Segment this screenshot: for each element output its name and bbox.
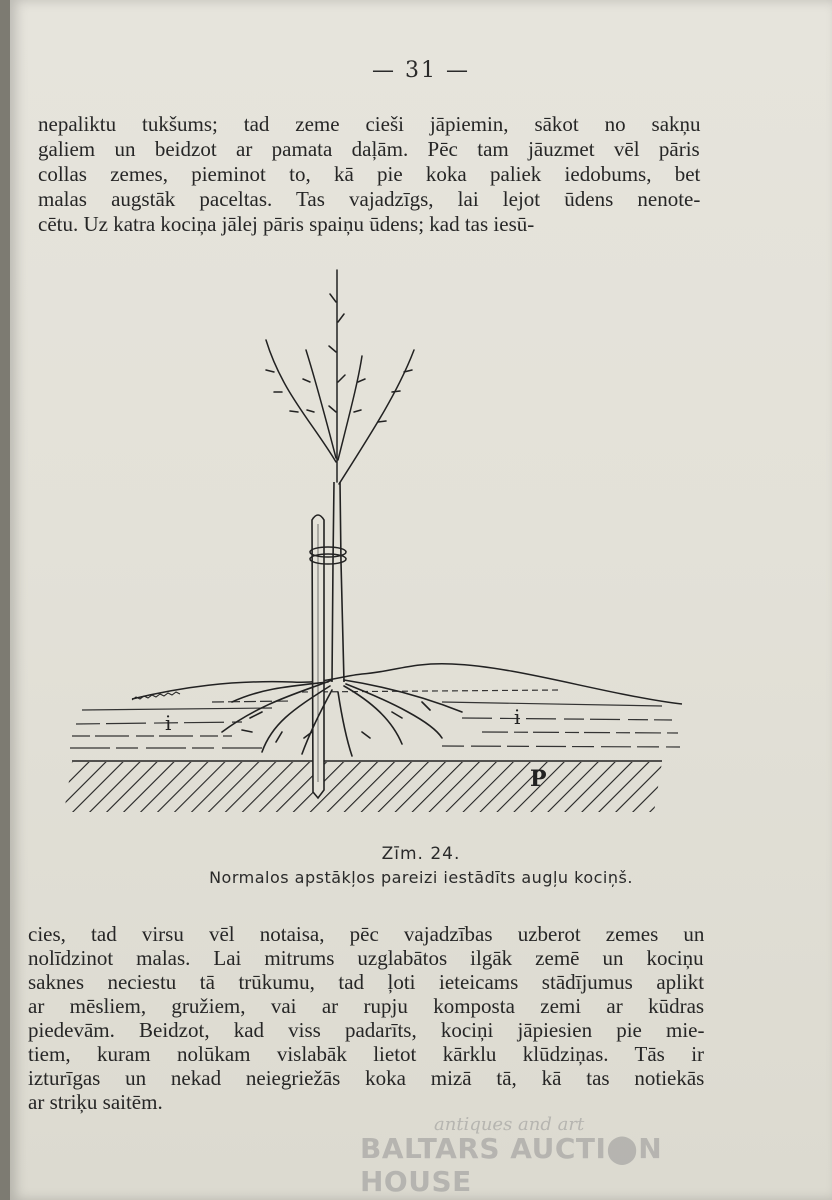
text-line: cētu. Uz katra kociņa jālej pāris spaiņu ūdens; kad tas iesū- <box>38 212 535 236</box>
book-page <box>10 0 832 1200</box>
text-line: tiem, kuram nolūkam vislabāk lietot kārklu klūdziņas. Tās ir <box>28 1042 705 1066</box>
text-line: ar striķu saitēm. <box>28 1090 163 1114</box>
mark-soil-right: i <box>514 705 521 729</box>
soil-strata <box>70 690 680 748</box>
paragraph-bottom <box>28 922 704 1114</box>
text-line: nepaliktu tukšums; tad zeme cieši jāpiemin, sākot no sakņu <box>38 112 701 136</box>
paragraph-top <box>38 112 700 237</box>
watermark-brand: BALTARS AUCTI⬤N HOUSE <box>360 1132 663 1198</box>
mark-subsoil: P <box>530 766 547 792</box>
auction-house-watermark <box>360 1108 780 1198</box>
subsoil-layer <box>62 760 682 820</box>
figure-caption: Normalos apstākļos pareizi iestādīts augļu kociņš. <box>209 868 633 887</box>
mark-soil-left: i <box>165 711 172 735</box>
text-line: malas augstāk paceltas. Tas vajadzīgs, lai lejot ūdens nenote- <box>38 187 701 211</box>
watermark-tagline: antiques and art <box>434 1114 585 1135</box>
page-number: — 31 — <box>372 58 470 83</box>
topsoil-mound <box>132 664 682 704</box>
text-line: piedevām. Beidzot, kad viss padarīts, kociņi jāpiesien pie mie- <box>28 1018 705 1042</box>
tree-planting-illustration <box>62 262 702 822</box>
text-line: izturīgas un nekad neiegriežās koka mizā tā, kā tas notiekās <box>28 1066 705 1090</box>
text-line: nolīdzinot malas. Lai mitrums uzglabātos ilgāk zemē un kociņu <box>28 946 704 970</box>
text-line: cies, tad virsu vēl notaisa, pēc vajadzības uzberot zemes un <box>28 922 705 946</box>
text-line: galiem un beidzot ar pamata daļām. Pēc tam jāuzmet vēl pāris <box>38 137 700 161</box>
text-line: ar mēsliem, gružiem, vai ar rupju komposta zemi ar kūdras <box>28 994 705 1018</box>
tree-trunk <box>332 482 344 682</box>
text-line: saknes neciestu tā trūkumu, tad ļoti ieteicams stādījumus aplikt <box>28 970 705 994</box>
tree-branches <box>266 270 414 484</box>
figure-label: Zīm. 24. <box>381 844 461 864</box>
text-line: collas zemes, pieminot to, kā pie koka paliek iedobums, bet <box>38 162 701 186</box>
